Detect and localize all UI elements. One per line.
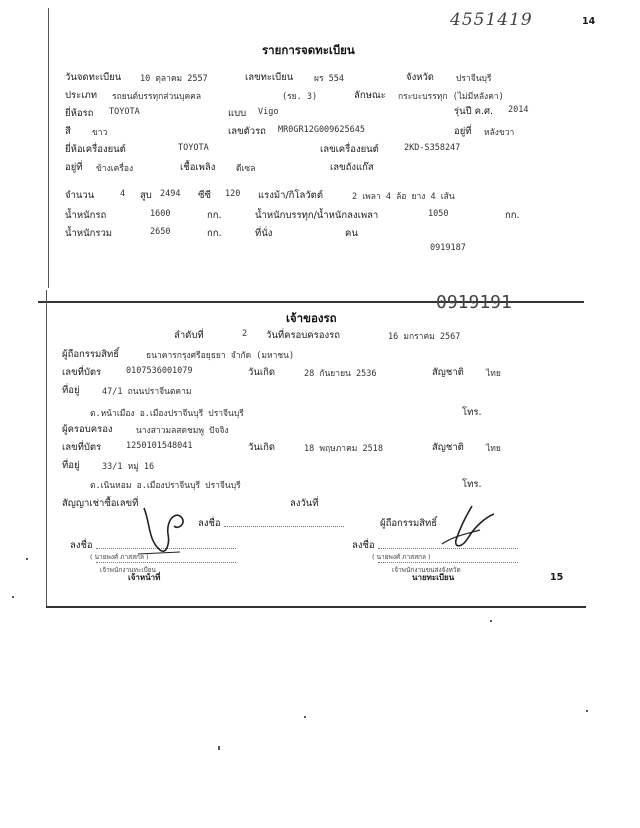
sign-line-a — [224, 526, 344, 527]
qty: 4 — [120, 189, 126, 199]
left-border-bottom — [46, 290, 47, 608]
nat2-label: สัญชาติ — [432, 442, 464, 453]
engine-loc: ข้างเครื่อง — [96, 164, 134, 174]
chassis-located-label: อยู่ที่ — [454, 126, 472, 137]
addr2b: ต.เนินหอม อ.เมืองปราจีนบุรี ปราจีนบุรี — [90, 481, 241, 491]
feature-label: ลักษณะ — [354, 90, 386, 101]
load: 1050 — [428, 209, 449, 219]
qty-label: จำนวน — [65, 190, 95, 201]
seats-label: ที่นั่ง — [255, 228, 273, 239]
id2-label: เลขที่บัตร — [62, 442, 102, 453]
contract-label: สัญญาเช่าซื้อเลขที่ — [62, 498, 139, 509]
possession-date: 16 มกราคม 2567 — [388, 332, 461, 342]
gas-label: เลขถังแก๊ส — [330, 162, 374, 173]
dob1: 28 กันยายน 2536 — [304, 369, 377, 379]
engine-no-label: เลขเครื่องยนต์ — [320, 144, 379, 155]
plate-label: เลขทะเบียน — [245, 72, 294, 83]
addr1b: ต.หน้าเมือง อ.เมืองปราจีนบุรี ปราจีนบุรี — [90, 409, 244, 419]
nat2: ไทย — [486, 444, 501, 454]
possession-label: วันที่ครอบครองรถ — [266, 330, 340, 341]
hp-label: แรงม้า/กิโลวัตต์ — [258, 190, 324, 201]
brand-label: ยี่ห้อรถ — [65, 108, 94, 119]
registrar-title2: นายทะเบียน — [412, 573, 455, 582]
fuel: ดีเซล — [236, 164, 256, 174]
type-label: ประเภท — [65, 90, 98, 101]
engine-loc-label: อยู่ที่ — [65, 162, 83, 173]
scan-speck — [586, 710, 588, 712]
registrar-signature — [432, 500, 502, 560]
nat1-label: สัญชาติ — [432, 367, 464, 378]
registration-heading: รายการจดทะเบียน — [262, 43, 355, 57]
province-label: จังหวัด — [406, 72, 434, 83]
tel1-label: โทร. — [462, 407, 482, 418]
handwritten-number: 4551419 — [450, 10, 533, 30]
registrar-name-line — [378, 562, 518, 563]
weight-label: น้ำหนักรถ — [65, 210, 107, 221]
dob2: 18 พฤษภาคม 2518 — [304, 444, 383, 454]
sign-label-registrar: ลงชื่อ — [352, 540, 375, 551]
model-label: แบบ — [228, 108, 247, 119]
weight-unit: กก. — [207, 210, 222, 221]
addr1a: 47/1 ถนนปราจีนตคาม — [102, 387, 192, 397]
total-label: น้ำหนักรวม — [65, 228, 113, 239]
model: Vigo — [258, 107, 279, 117]
axle-text: 2 เพลา 4 ล้อ ยาง 4 เส้น — [352, 192, 455, 202]
brand: TOYOTA — [109, 107, 140, 117]
page-number-top: 14 — [582, 16, 596, 27]
registrar-name-text: นายพงศ์ ภาสสกล — [376, 553, 426, 561]
possessor-label: ผู้ครอบครอง — [62, 424, 113, 435]
addr2-label: ที่อยู่ — [62, 460, 80, 471]
engine-no: 2KD-S358247 — [404, 143, 461, 153]
reg-date-label: วันจดทะเบียน — [65, 72, 122, 83]
registrar-name: ( นายพงศ์ ภาสสกล ) — [372, 553, 431, 561]
official-signature — [130, 500, 200, 560]
scan-speck — [490, 620, 492, 622]
fuel-label: เชื้อเพลิง — [180, 162, 216, 173]
hp: 120 — [225, 189, 241, 199]
doc-number: 0919187 — [430, 243, 466, 253]
total-unit: กก. — [207, 228, 222, 239]
page-number-bottom: 15 — [550, 572, 564, 583]
id1-label: เลขที่บัตร — [62, 367, 102, 378]
owner-heading: เจ้าของรถ — [286, 311, 337, 325]
scan-speck — [218, 746, 220, 750]
dob1-label: วันเกิด — [248, 367, 275, 378]
reg-date: 10 ตุลาคม 2557 — [140, 74, 208, 84]
possessor: นางสาวมลสดชมพู ปัจจิง — [136, 426, 229, 436]
scan-speck — [304, 716, 306, 718]
load-label: น้ำหนักบรรทุก/น้ำหนักลงเพลา — [255, 210, 379, 221]
plate: ผร 554 — [314, 74, 345, 84]
engine-brand: TOYOTA — [178, 143, 209, 153]
sign-label-official: ลงชื่อ — [70, 540, 93, 551]
persons-label: คน — [345, 228, 358, 239]
contract-date-label: ลงวันที่ — [290, 498, 319, 509]
addr1-label: ที่อยู่ — [62, 385, 80, 396]
left-border-top — [48, 8, 49, 288]
official-name-text: นายพงศ์ ภาสสกล — [94, 553, 144, 561]
rights-holder: ธนาคารกรุงศรีอยุธยา จำกัด (มหาชน) — [146, 351, 295, 361]
seq-label: ลำดับที่ — [174, 330, 204, 341]
registrar-title1: เจ้าพนักงานขนส่งจังหวัด — [392, 566, 461, 574]
cyl-label: สูบ — [140, 190, 152, 201]
tel2-label: โทร. — [462, 479, 482, 490]
type-value: รถยนต์บรรทุกส่วนบุคคล — [112, 92, 202, 102]
official-name: ( นายพงศ์ ภาสสกล ) — [90, 553, 149, 561]
nat1: ไทย — [486, 369, 501, 379]
feature-value: กระบะบรรทุก (ไม่มีหลังคา) — [398, 92, 504, 102]
bottom-border — [46, 606, 586, 608]
chassis-label: เลขตัวรถ — [228, 126, 266, 137]
cc-label: ซีซี — [198, 190, 211, 201]
year: 2014 — [508, 105, 529, 115]
sign-label-a: ลงชื่อ — [198, 518, 221, 529]
rights-label: ผู้ถือกรรมสิทธิ์ — [62, 349, 120, 360]
type-code: (รย. 3) — [282, 92, 318, 102]
stamp-number: 0919191 — [436, 292, 512, 313]
total: 2650 — [150, 227, 171, 237]
official-title1: เจ้าพนักงานทะเบียน — [100, 566, 156, 574]
seq: 2 — [242, 329, 248, 339]
scan-speck — [26, 558, 28, 560]
load-unit: กก. — [505, 210, 520, 221]
id1: 0107536001079 — [126, 366, 193, 376]
id2: 1250101548041 — [126, 441, 193, 451]
color: ขาว — [92, 128, 108, 138]
engine-brand-label: ยี่ห้อเครื่องยนต์ — [65, 144, 126, 155]
weight: 1600 — [150, 209, 171, 219]
color-label: สี — [65, 126, 71, 137]
scan-speck — [12, 596, 14, 598]
official-title2: เจ้าหน้าที่ — [128, 573, 161, 582]
province: ปราจีนบุรี — [456, 74, 492, 84]
year-label: รุ่นปี ค.ศ. — [454, 106, 494, 117]
official-name-line — [96, 562, 236, 563]
cc: 2494 — [160, 189, 181, 199]
rights-sign-label: ผู้ถือกรรมสิทธิ์ — [380, 518, 438, 529]
dob2-label: วันเกิด — [248, 442, 275, 453]
chassis-located: หลังขวา — [484, 128, 515, 138]
addr2a: 33/1 หมู่ 16 — [102, 462, 155, 472]
chassis: MR0GR12G009625645 — [278, 125, 365, 135]
